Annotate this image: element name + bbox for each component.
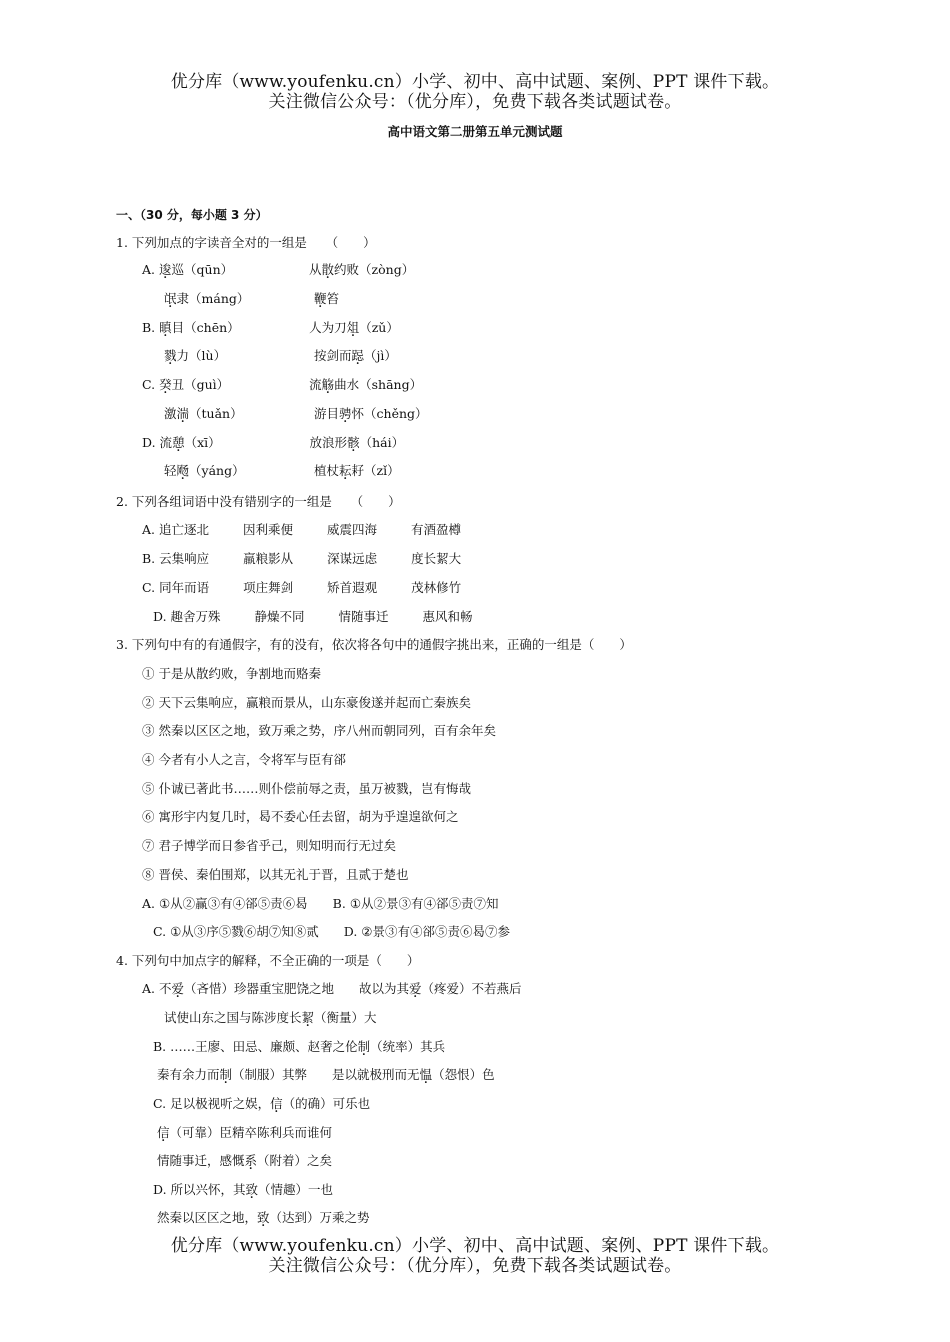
question-4-stem: 4. 下列句中加点字的解释，不全正确的一项是（ ） — [116, 953, 420, 968]
q4-option-b-line2: 秦有余力而制（制服）其弊 是以就极刑而无愠（怨恨）色 — [157, 1067, 495, 1082]
q3-item-4: ④ 今者有小人之言，令将军与臣有郤 — [142, 752, 346, 767]
q1-option-a-line1: A. 逡巡（qūn） 从散约败（zòng） — [142, 262, 415, 277]
q2-option-d: D. 趣舍万殊 静燥不同 情随事迁 惠风和畅 — [153, 609, 473, 624]
q4-option-a-line1: A. 不爱（吝惜）珍器重宝肥饶之地 故以为其爱（疼爱）不若燕后 — [142, 981, 522, 996]
q3-item-2: ② 天下云集响应，赢粮而景从，山东豪俊遂并起而亡秦族矣 — [142, 695, 471, 710]
q1-option-b-line1: B. 瞋目（chēn） 人为刀俎（zǔ） — [142, 320, 399, 335]
q4-option-a-line2: 试使山东之国与陈涉度长絜（衡量）大 — [164, 1010, 377, 1025]
q3-item-1: ① 于是从散约败，争割地而赂秦 — [142, 666, 321, 681]
q3-item-3: ③ 然秦以区区之地，致万乘之势，序八州而朝同列，百有余年矣 — [142, 723, 496, 738]
q1-option-d-line2: 轻飏（yáng） 植杖耘耔（zǐ） — [164, 463, 400, 478]
q3-item-8: ⑧ 晋侯、秦伯围郑，以其无礼于晋，且贰于楚也 — [142, 867, 409, 882]
q4-option-d-line1: D. 所以兴怀，其致（情趣）一也 — [153, 1182, 334, 1197]
document-title: 高中语文第二册第五单元测试题 — [387, 124, 563, 139]
q4-option-b-line1: B. ……王廖、田忌、廉颇、赵奢之伦制（统率）其兵 — [153, 1039, 446, 1054]
q1-option-b-line2: 戮力（lù） 按剑而跽（jì） — [164, 348, 397, 363]
q1-option-a-line2: 氓隶（máng） 鞭笞 — [164, 291, 340, 306]
q4-option-c-line3: 情随事迁，感慨系（附着）之矣 — [157, 1153, 333, 1168]
q2-option-c: C. 同年而语 项庄舞剑 矫首遐观 茂林修竹 — [142, 580, 462, 595]
q2-option-a: A. 追亡逐北 因利乘便 威震四海 有酒盈樽 — [142, 522, 462, 537]
banner-line-2: 关注微信公众号：（优分库），免费下载各类试题试卷。 — [268, 1256, 682, 1276]
site-banner-top — [0, 72, 950, 112]
q3-item-5: ⑤ 仆诚已著此书……则仆偿前辱之责，虽万被戮，岂有悔哉 — [142, 781, 471, 796]
q3-item-7: ⑦ 君子博学而日参省乎己，则知明而行无过矣 — [142, 838, 396, 853]
q3-options-ab: A. ①从②赢③有④郤⑤责⑥曷 B. ①从②景③有④郤⑤责⑦知 — [142, 896, 499, 911]
site-banner-bottom — [0, 1236, 950, 1276]
banner-line-1: 优分库（www.youfenku.cn）小学、初中、高中试题、案例、PPT 课件下载。 — [170, 1236, 780, 1256]
q1-option-d-line1: D. 流憩（xī） 放浪形骸（hái） — [142, 435, 405, 450]
question-2-stem: 2. 下列各组词语中没有错别字的一组是 （ ） — [116, 494, 401, 509]
q1-option-c-line2: 激湍（tuǎn） 游目骋怀（chěng） — [164, 406, 428, 421]
question-1-stem: 1. 下列加点的字读音全对的一组是 （ ） — [116, 235, 376, 250]
q4-option-d-line2: 然秦以区区之地，致（达到）万乘之势 — [157, 1210, 370, 1225]
banner-line-2: 关注微信公众号：（优分库），免费下载各类试题试卷。 — [268, 92, 682, 112]
q3-item-6: ⑥ 寓形宇内复几时，曷不委心任去留，胡为乎遑遑欲何之 — [142, 809, 459, 824]
q4-option-c-line1: C. 足以极视听之娱，信（的确）可乐也 — [153, 1096, 371, 1111]
q3-options-cd: C. ①从③序⑤戮⑥胡⑦知⑧贰 D. ②景③有④郤⑤责⑥曷⑦参 — [153, 924, 511, 939]
question-3-stem: 3. 下列句中有的有通假字，有的没有，依次将各句中的通假字挑出来，正确的一组是（ ） — [116, 637, 632, 652]
banner-line-1: 优分库（www.youfenku.cn）小学、初中、高中试题、案例、PPT 课件下载。 — [170, 72, 780, 92]
q1-option-c-line1: C. 癸丑（guì） 流觞曲水（shāng） — [142, 377, 423, 392]
section-heading: 一、（30 分，每小题 3 分） — [116, 208, 268, 222]
q2-option-b: B. 云集响应 羸粮影从 深谋远虑 度长絜大 — [142, 551, 462, 566]
q4-option-c-line2: 信（可靠）臣精卒陈利兵而谁何 — [157, 1125, 333, 1140]
